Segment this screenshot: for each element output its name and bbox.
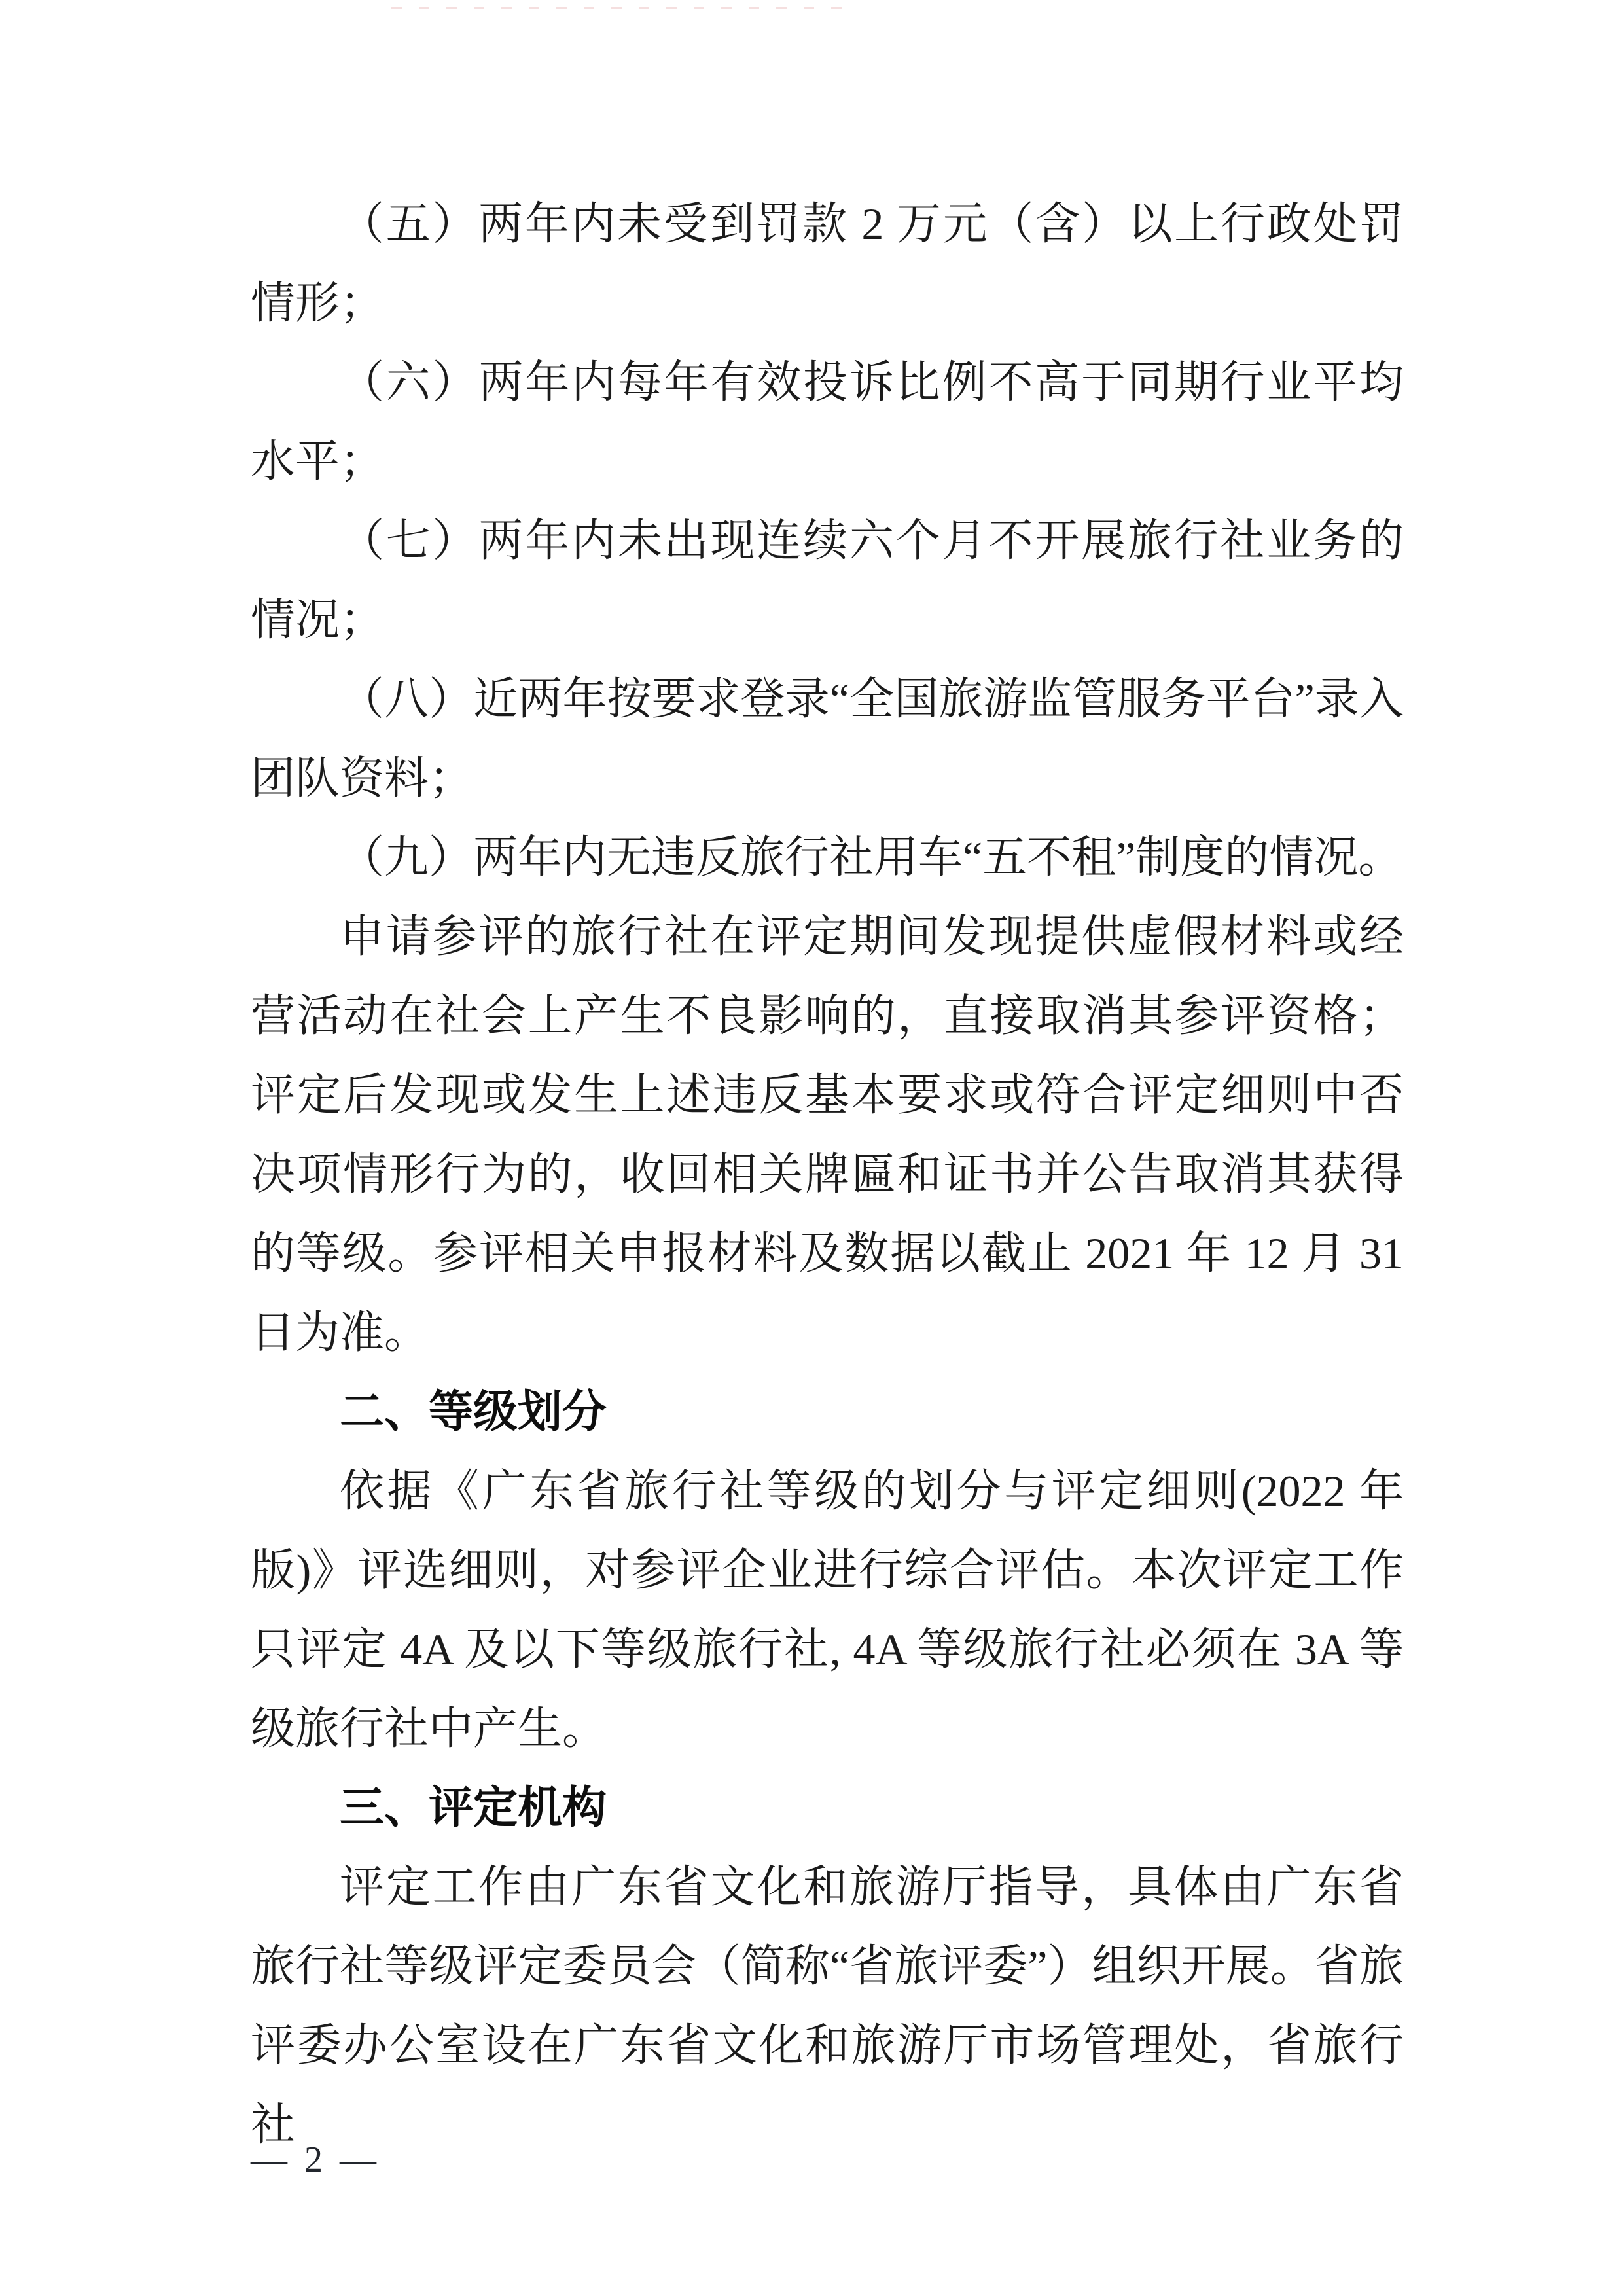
paragraph-evaluation-body: 评定工作由广东省文化和旅游厅指导，具体由广东省旅行社等级评定委员会（简称“省旅评委”）组织开展。省旅评委办公室设在广东省文化和旅游厅市场管理处，省旅行社 [251,1862,1404,2149]
page-number: — 2 — [251,2140,380,2180]
section-heading-grade-division: 二、等级划分 [340,1387,607,1437]
paragraph-disqualification-rules: 申请参评的旅行社在评定期间发现提供虚假材料或经营活动在社会上产生不良影响的，直接取消其参评资格；评定后发现或发生上述违反基本要求或符合评定细则中否决项情形行为的，收回相关牌匾和证书并公告取消其获得的等级。参评相关申报材料及数据以截止 2021 年 12 月 31 日为准。 [251,912,1404,1357]
scan-artifact-strip [391,7,849,9]
document-body [251,185,1404,2164]
page-footer [251,2139,380,2181]
clause-item-6: （六）两年内每年有效投诉比例不高于同期行业平均水平； [251,357,1404,486]
clause-item-7: （七）两年内未出现连续六个月不开展旅行社业务的情况； [251,516,1404,645]
clause-item-5: （五）两年内未受到罚款 2 万元（含）以上行政处罚情形； [251,199,1404,328]
clause-item-9: （九）两年内无违反旅行社用车“五不租”制度的情况。 [340,833,1403,882]
section-heading-evaluation-body: 三、评定机构 [340,1783,607,1833]
paragraph-grade-division: 依据《广东省旅行社等级的划分与评定细则(2022 年版)》评选细则，对参评企业进行综合评估。本次评定工作只评定 4A 及以下等级旅行社, 4A 等级旅行社必须在 3A 等级旅行社中产生。 [251,1466,1404,1753]
clause-item-8: （八）近两年按要求登录“全国旅游监管服务平台”录入团队资料； [251,674,1404,803]
